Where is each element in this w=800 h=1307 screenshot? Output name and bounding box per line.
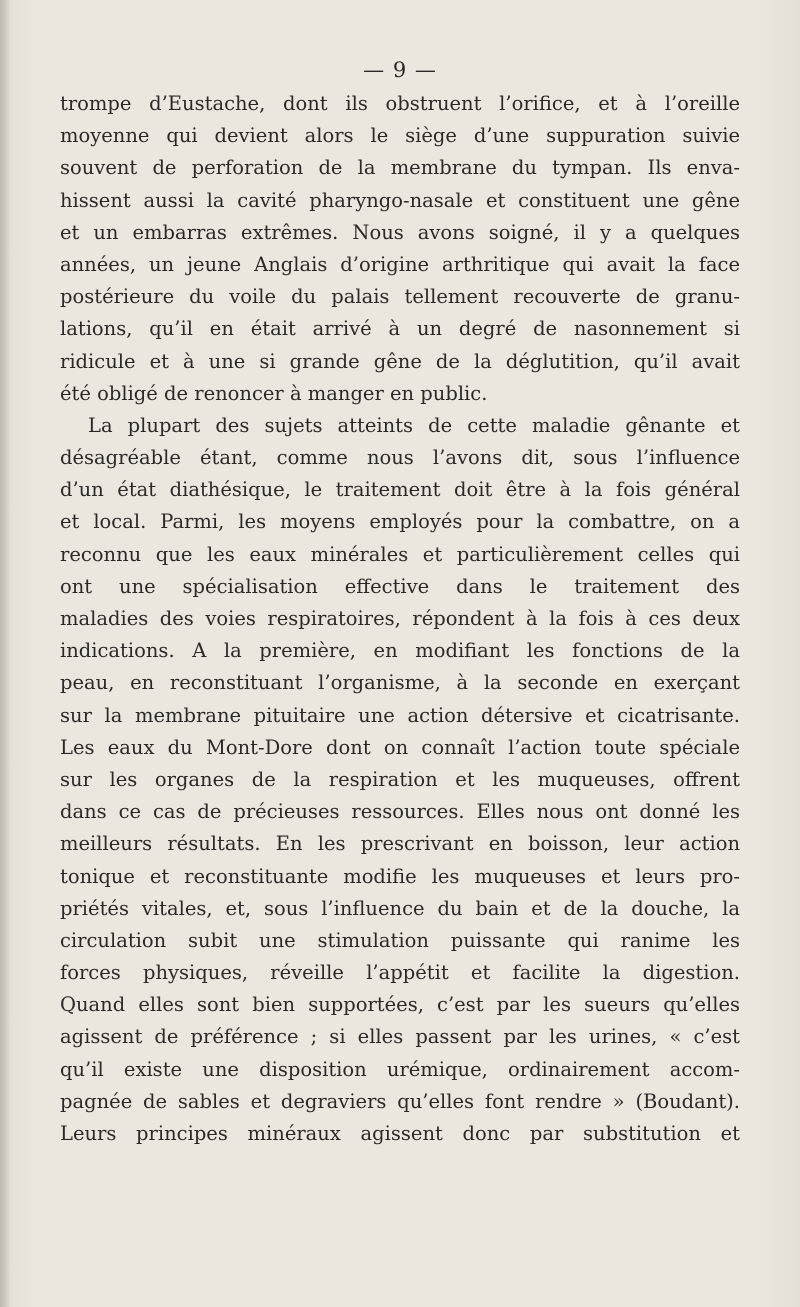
text-line: reconnu que les eaux minérales et particulièrement celles qui <box>60 542 740 566</box>
page-number: — 9 — <box>363 58 437 82</box>
text-line: sur les organes de la respiration et les muqueuses, offrent <box>60 767 740 791</box>
text-line: priétés vitales, et, sous l’influence du bain et de la douche, la <box>60 896 740 920</box>
text-line: forces physiques, réveille l’appétit et facilite la digestion. <box>60 961 740 985</box>
text-line: souvent de perforation de la membrane du tympan. Ils enva- <box>60 156 740 180</box>
text-line: postérieure du voile du palais tellement recouverte de granu- <box>60 285 740 309</box>
text-line: circulation subit une stimulation puissante qui ranime les <box>60 928 740 952</box>
text-line: qu’il existe une disposition urémique, ordinairement accom- <box>60 1057 740 1081</box>
text-line: hissent aussi la cavité pharyngo-nasale et constituent une gêne <box>60 188 740 212</box>
text-line: trompe d’Eustache, dont ils obstruent l’orifice, et à l’oreille <box>60 92 740 115</box>
page-gutter-shadow <box>0 0 10 1307</box>
text-line: pagnée de sables et degraviers qu’elles font rendre » (Boudant). <box>60 1089 740 1113</box>
text-line: et un embarras extrêmes. Nous avons soigné, il y a quelques <box>60 220 740 244</box>
text-line: Leurs principes minéraux agissent donc par substitution et <box>60 1122 740 1145</box>
text-line: tonique et reconstituante modifie les muqueuses et leurs pro- <box>60 864 740 888</box>
text-line: ridicule et à une si grande gêne de la déglutition, qu’il avait <box>60 349 740 373</box>
text-line: La plupart des sujets atteints de cette maladie gênante et <box>88 413 740 437</box>
text-line: Quand elles sont bien supportées, c’est par les sueurs qu’elles <box>60 993 740 1017</box>
text-line: été obligé de renoncer à manger en public. <box>60 381 488 405</box>
text-line: et local. Parmi, les moyens employés pour la combattre, on a <box>60 510 740 534</box>
body-text <box>60 88 740 1150</box>
text-line: peau, en reconstituant l’organisme, à la seconde en exerçant <box>60 671 740 695</box>
text-line: agissent de préférence ; si elles passent par les urines, « c’est <box>60 1025 740 1049</box>
text-line: meilleurs résultats. En les prescrivant en boisson, leur action <box>60 832 740 856</box>
text-line: indications. A la première, en modifiant les fonctions de la <box>60 639 740 663</box>
text-line: Les eaux du Mont-Dore dont on connaît l’action toute spéciale <box>60 735 740 759</box>
text-line: ont une spécialisation effective dans le traitement des <box>60 574 740 598</box>
text-line: lations, qu’il en était arrivé à un degré de nasonnement si <box>60 317 740 341</box>
text-line: d’un état diathésique, le traitement doit être à la fois général <box>60 478 740 502</box>
text-line: dans ce cas de précieuses ressources. Elles nous ont donné les <box>60 800 740 824</box>
text-line: sur la membrane pituitaire une action détersive et cicatrisante. <box>60 703 740 727</box>
text-line: années, un jeune Anglais d’origine arthritique qui avait la face <box>60 252 740 276</box>
text-line: maladies des voies respiratoires, répondent à la fois à ces deux <box>60 607 740 630</box>
text-line: moyenne qui devient alors le siège d’une suppuration suivie <box>60 124 740 148</box>
text-line: désagréable étant, comme nous l’avons dit, sous l’influence <box>60 446 740 470</box>
